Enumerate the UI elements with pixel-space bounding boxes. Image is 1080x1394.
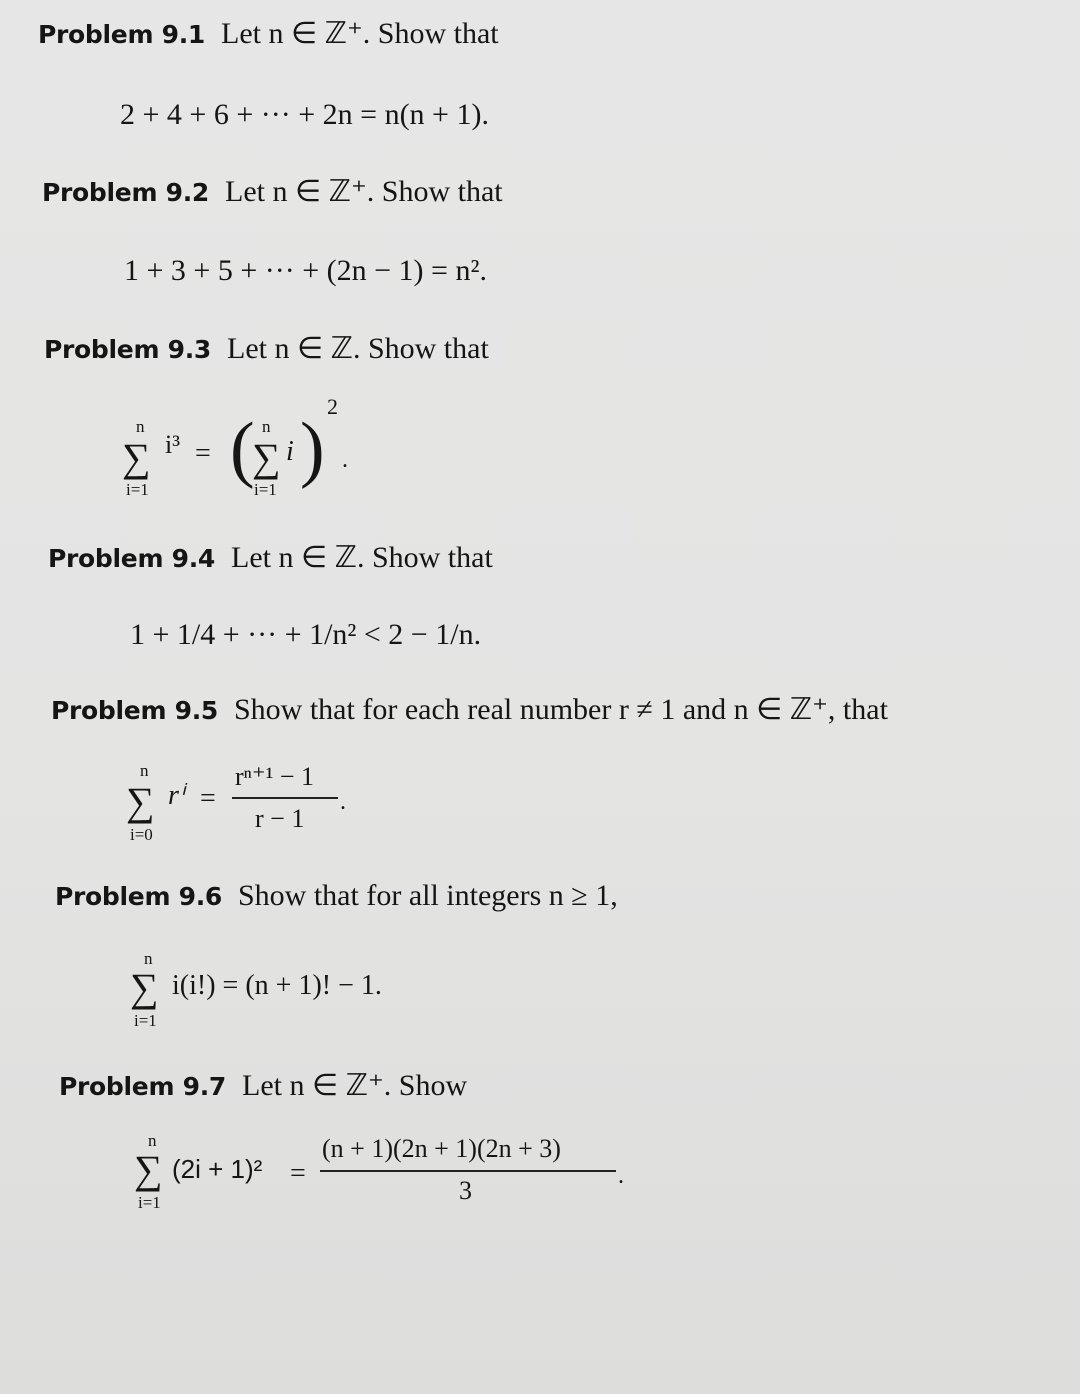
sum-symbol: ∑	[126, 779, 155, 824]
problem-statement: Let n ∈ ℤ⁺. Show	[242, 1069, 468, 1102]
problem-label: Problem 9.2	[42, 178, 209, 207]
problem-label: Problem 9.7	[59, 1072, 226, 1101]
problem-statement: Let n ∈ ℤ. Show that	[231, 541, 493, 574]
problem-statement: Show that for each real number r ≠ 1 and n ∈ ℤ⁺, that	[234, 693, 888, 726]
fraction-denominator: 3	[459, 1176, 472, 1205]
problem-label: Problem 9.3	[44, 335, 211, 364]
problem-9-1-heading	[38, 16, 499, 51]
problem-label: Problem 9.6	[55, 882, 222, 911]
inner-sum-lower-limit: i=1	[254, 480, 277, 499]
sum-lower-limit: i=1	[138, 1193, 161, 1212]
lhs-term: rⁱ	[168, 780, 184, 811]
period: .	[340, 789, 346, 815]
problem-9-5-heading	[51, 692, 888, 727]
sum-lower-limit: i=1	[134, 1011, 157, 1030]
problem-9-2-equation: 1 + 3 + 5 + ··· + (2n − 1) = n².	[124, 254, 487, 287]
problem-statement: Let n ∈ ℤ⁺. Show that	[221, 17, 499, 50]
fraction-numerator: (n + 1)(2n + 1)(2n + 3)	[322, 1134, 561, 1163]
inner-sum-symbol: ∑	[252, 435, 281, 480]
fraction-numerator: rⁿ⁺¹ − 1	[235, 762, 315, 791]
problem-9-4-equation: 1 + 1/4 + ··· + 1/n² < 2 − 1/n.	[130, 618, 482, 651]
problem-statement: Show that for all integers n ≥ 1,	[238, 879, 618, 912]
equals-sign: =	[200, 783, 216, 814]
sum-symbol: ∑	[134, 1147, 163, 1192]
equation-body: i(i!) = (n + 1)! − 1.	[172, 970, 382, 1001]
problem-9-2-heading	[42, 174, 503, 209]
exponent: 2	[327, 394, 338, 419]
sum-upper-limit: n	[144, 949, 153, 968]
fraction-bar	[320, 1170, 616, 1172]
period: .	[618, 1163, 624, 1189]
sum-upper-limit: n	[148, 1131, 157, 1150]
problem-9-6-heading	[55, 879, 618, 913]
inner-term: i	[286, 436, 294, 467]
problem-9-3-heading	[44, 331, 489, 366]
lhs-term: (2i + 1)²	[172, 1154, 263, 1184]
fraction-bar	[232, 797, 338, 799]
problem-label: Problem 9.5	[51, 696, 218, 725]
problem-statement: Let n ∈ ℤ. Show that	[227, 332, 489, 365]
equals-sign: =	[195, 438, 211, 469]
problem-9-7-heading	[59, 1068, 467, 1103]
left-paren: (	[230, 408, 255, 490]
problem-9-4-heading	[48, 540, 493, 575]
sum-lower-limit: i=0	[130, 825, 153, 844]
sum-symbol: ∑	[122, 435, 151, 480]
fraction-denominator: r − 1	[255, 804, 305, 833]
right-paren: )	[300, 408, 325, 490]
sum-upper-limit: n	[136, 417, 145, 436]
sum-lower-limit: i=1	[126, 480, 149, 499]
sum-symbol: ∑	[130, 965, 159, 1010]
inner-sum-upper-limit: n	[262, 417, 271, 436]
sum-upper-limit: n	[140, 761, 149, 780]
equals-sign: =	[290, 1158, 306, 1189]
period: .	[342, 447, 348, 473]
problem-label: Problem 9.4	[48, 544, 215, 573]
lhs-term: i³	[165, 430, 181, 459]
problem-label: Problem 9.1	[38, 20, 205, 49]
problem-9-1-equation: 2 + 4 + 6 + ··· + 2n = n(n + 1).	[120, 98, 489, 131]
problem-statement: Let n ∈ ℤ⁺. Show that	[225, 175, 503, 208]
